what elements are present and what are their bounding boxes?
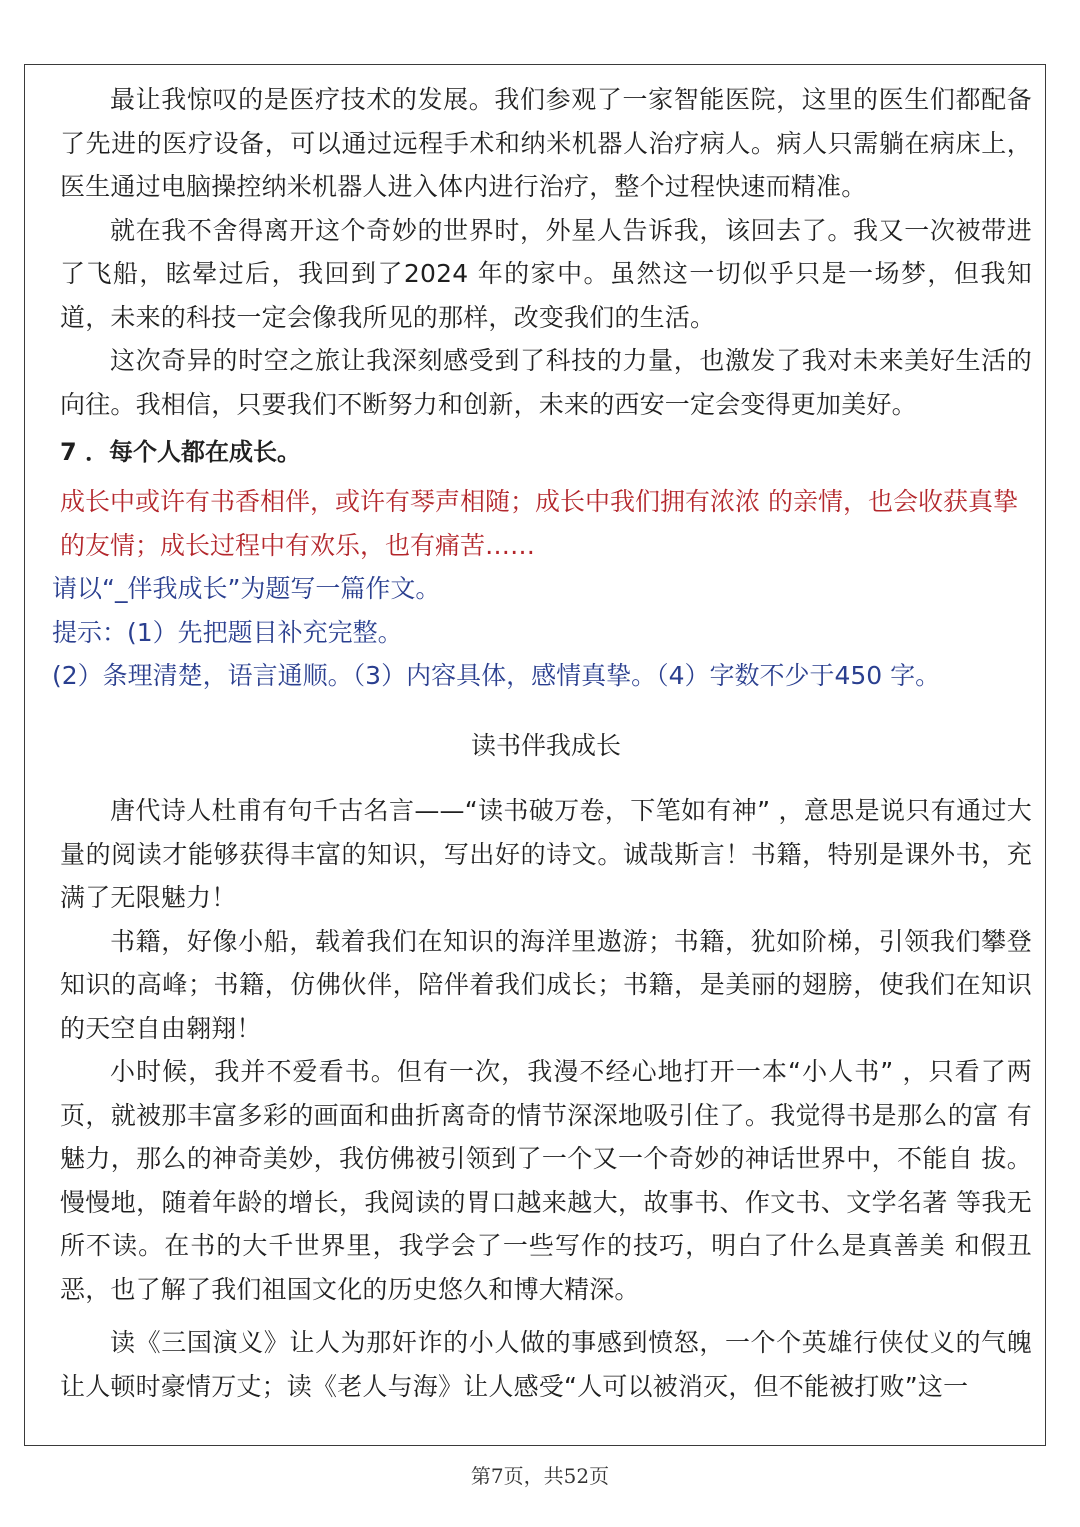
essay-paragraph-1: 唐代诗人杜甫有句千古名言——“读书破万卷，下笔如有神” ，意思是说只有通过大量的阅读才能够获得丰富的知识，写出好的诗文。诚哉斯言！书籍，特别是课外书，充满了无限魅力！ (60, 796, 1032, 912)
page-number: 第7页，共52页 (470, 1464, 610, 1488)
section-heading: 7 ．每个人都在成长。 (60, 438, 302, 466)
document-body (52, 78, 1032, 1408)
prompt-quote: 成长中或许有书香相伴，或许有琴声相随；成长中我们拥有浓浓 的亲情，也会收获真挚的友情；成长过程中有欢乐，也有痛苦…… (60, 487, 1018, 560)
prompt-hint-2: (2）条理清楚，语言通顺。（3）内容具体，感情真挚。（4）字数不少于450 字。 (52, 661, 941, 690)
paragraph-gap (60, 1311, 1032, 1321)
prompt-hint-1: 提示：(1）先把题目补充完整。 (52, 617, 403, 647)
essay-paragraph-3: 小时候，我并不爱看书。但有一次，我漫不经心地打开一本“小人书” ，只看了两 页，就被那丰富多彩的画面和曲折离奇的情节深深地吸引住了。我觉得书是那么的富 有魅力，那么的神奇美妙，我仿佛被引领到了一个又一个奇妙的神话世界中，不能自 拔。慢慢地，随着年龄的增长，我阅读的胃口越来越大，故事书、作文书、文学名著 等我无所不读。在书的大千世界里，我学会了一些写作的技巧，明白了什么是真善美 和假丑恶，也了解了我们祖国文化的历史悠久和博大精深。 (60, 1057, 1032, 1304)
essay-paragraph-4: 读《三国演义》让人为那奸诈的小人做的事感到愤怒，一个个英雄行侠仗义的气魄让人顿时豪情万丈；读《老人与海》让人感受“人可以被消灭，但不能被打败”这一 (60, 1328, 1032, 1401)
story-paragraph-2: 就在我不舍得离开这个奇妙的世界时，外星人告诉我，该回去了。我又一次被带进了飞船，眩晕过后，我回到了2024 年的家中。虽然这一切似乎只是一场梦，但我知道，未来的科技一定会像我所见的那样，改变我们的生活。 (60, 215, 1032, 332)
essay-paragraph-2: 书籍，好像小船，载着我们在知识的海洋里遨游；书籍，犹如阶梯，引领我们攀登知识的高峰；书籍，仿佛伙伴，陪伴着我们成长；书籍，是美丽的翅膀，使我们在知识的天空自由翱翔！ (60, 926, 1032, 1043)
story-paragraph-3: 这次奇异的时空之旅让我深刻感受到了科技的力量，也激发了我对未来美好生活的向往。我相信，只要我们不断努力和创新，未来的西安一定会变得更加美好。 (60, 346, 1032, 419)
prompt-instruction: 请以“_伴我成长”为题写一篇作文。 (52, 574, 441, 603)
story-paragraph-1: 最让我惊叹的是医疗技术的发展。我们参观了一家智能医院，这里的医生们都配备了先进的医疗设备，可以通过远程手术和纳米机器人治疗病人。病人只需躺在病床上，医生通过电脑操控纳米机器人进入体内进行治疗，整个过程快速而精准。 (60, 85, 1032, 201)
essay-title: 读书伴我成长 (470, 730, 621, 760)
